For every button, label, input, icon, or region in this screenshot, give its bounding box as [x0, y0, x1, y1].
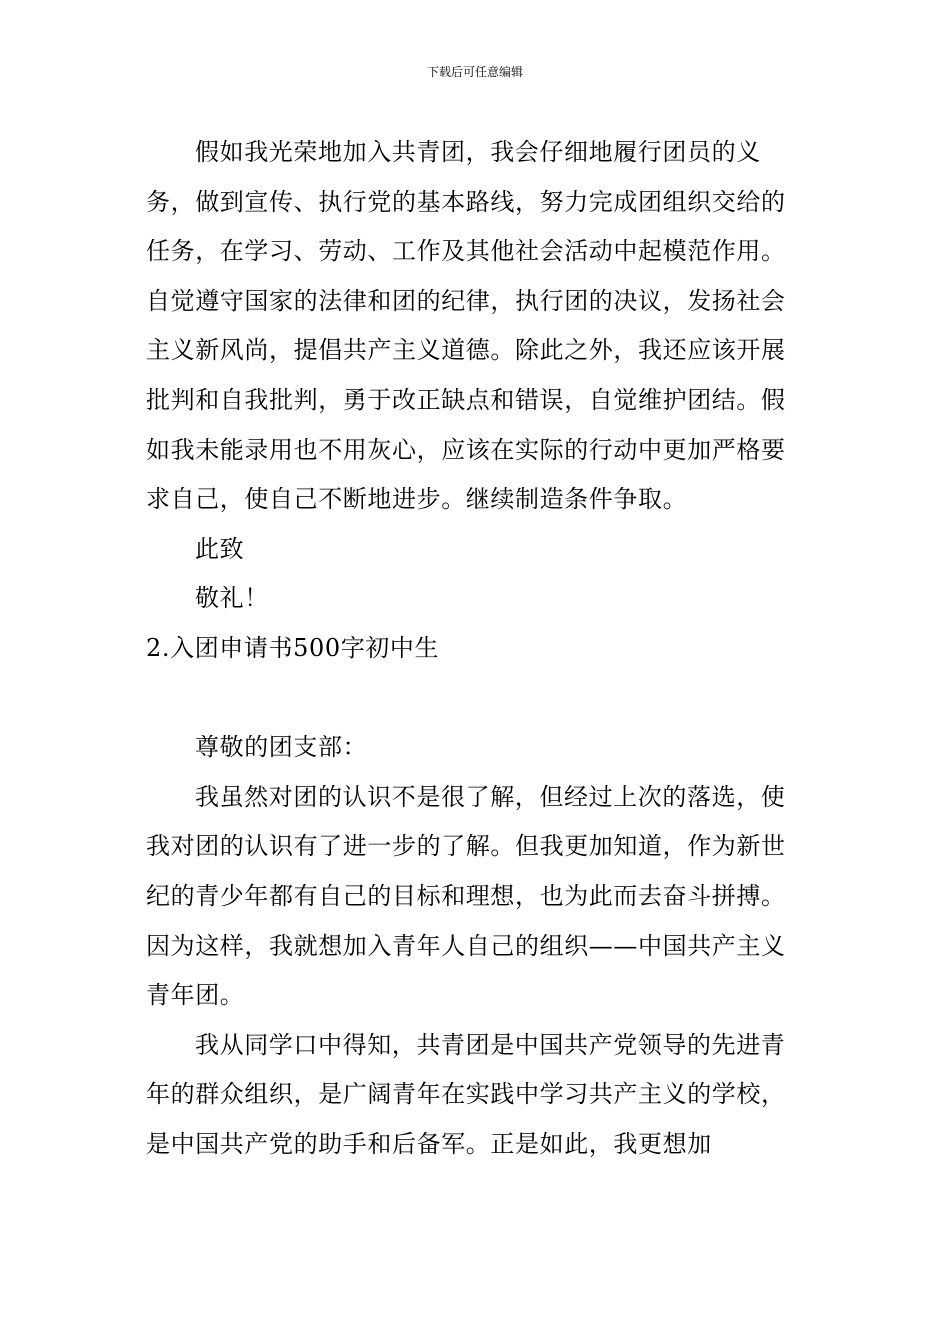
blank-line: [146, 674, 806, 724]
closing-cizhi: 此致: [195, 534, 245, 563]
closing-jingli: 敬礼！: [195, 584, 269, 613]
document-body: [146, 128, 806, 1169]
page-header-note: 下载后可任意编辑: [426, 65, 523, 79]
salutation: 尊敬的团支部：: [195, 733, 368, 762]
section-title: 2.入团申请书500字初中生: [146, 633, 440, 662]
paragraph-understanding: 我虽然对团的认识不是很了解，但经过上次的落选，使我对团的认识有了进一步的了解。但我更加知道，作为新世纪的青少年都有自己的目标和理想，也为此而去奋斗拼搏。因为这样，我就想加入青年人自己的组织——中国共产主义青年团。: [146, 782, 786, 1010]
paragraph-league-intro: 我从同学口中得知，共青团是中国共产党领导的先进青年的群众组织，是广阔青年在实践中学习共产主义的学校，是中国共产党的助手和后备军。正是如此，我更想加: [146, 1030, 786, 1158]
paragraph-obligations: 假如我光荣地加入共青团，我会仔细地履行团员的义务，做到宣传、执行党的基本路线，努力完成团组织交给的任务，在学习、劳动、工作及其他社会活动中起模范作用。自觉遵守国家的法律和团的纪律，执行团的决议，发扬社会主义新风尚，提倡共产主义道德。除此之外，我还应该开展批判和自我批判，勇于改正缺点和错误，自觉维护团结。假如我未能录用也不用灰心，应该在实际的行动中更加严格要求自己，使自己不断地进步。继续制造条件争取。: [146, 138, 786, 514]
